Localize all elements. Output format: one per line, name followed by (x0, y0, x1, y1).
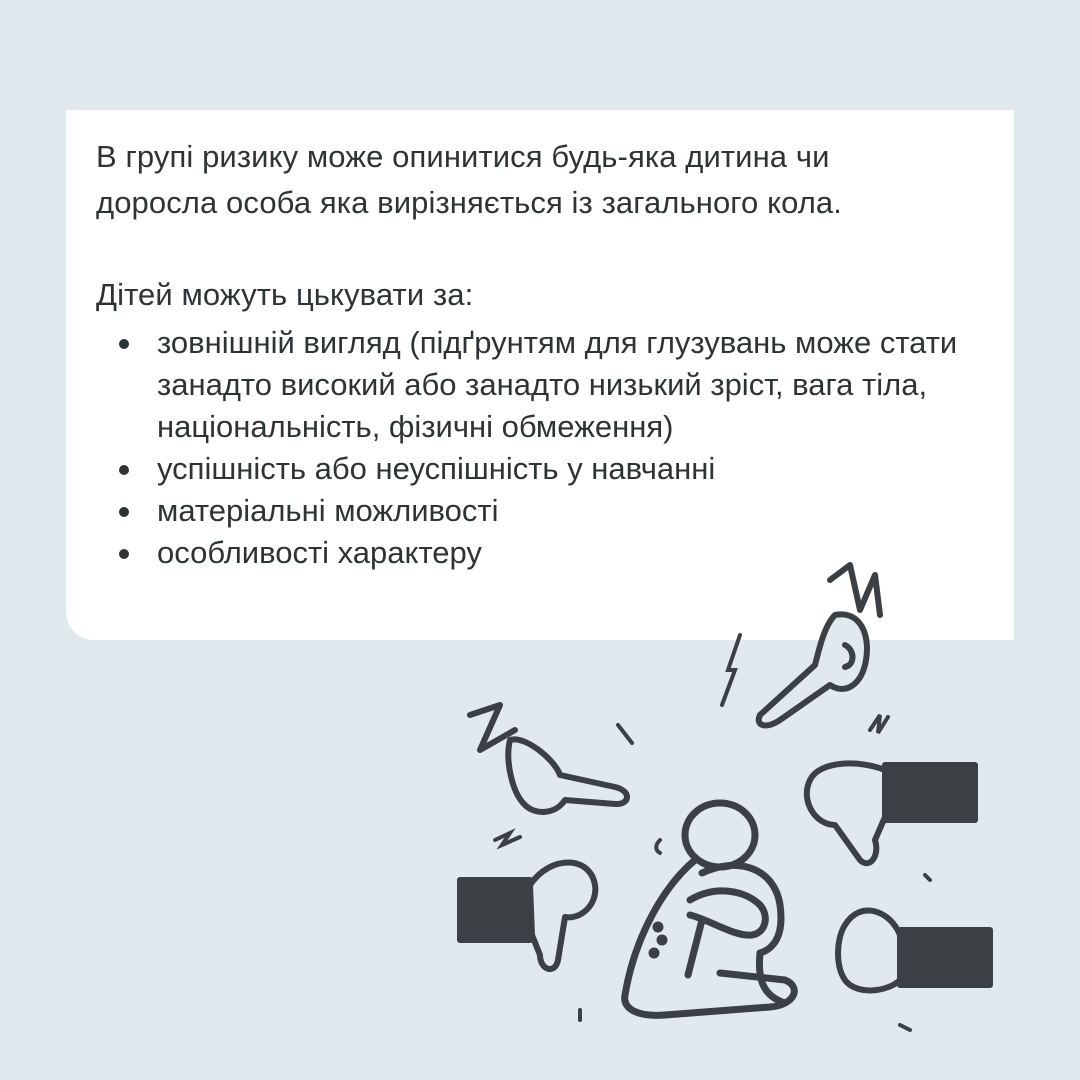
list-item: матеріальні можливості (96, 490, 994, 532)
intro-text (96, 134, 994, 226)
list-item: особливості характеру (96, 532, 994, 574)
bullying-child-illustration-icon (440, 555, 1000, 1055)
list-item: успішність або неуспішність у навчанні (96, 448, 994, 490)
list-heading: Дітей можуть цькувати за: (96, 277, 474, 312)
intro-line-2: доросла особа яка вирізняється із загального кола. (96, 185, 842, 220)
reasons-list (96, 322, 994, 574)
list-item: зовнішній вигляд (підґрунтям для глузувань може стати занадто високий або занадто низький зріст, вага тіла, національність, фізичні обмеження) (96, 322, 994, 448)
intro-line-1: В групі ризику може опинитися будь-яка дитина чи (96, 139, 830, 174)
